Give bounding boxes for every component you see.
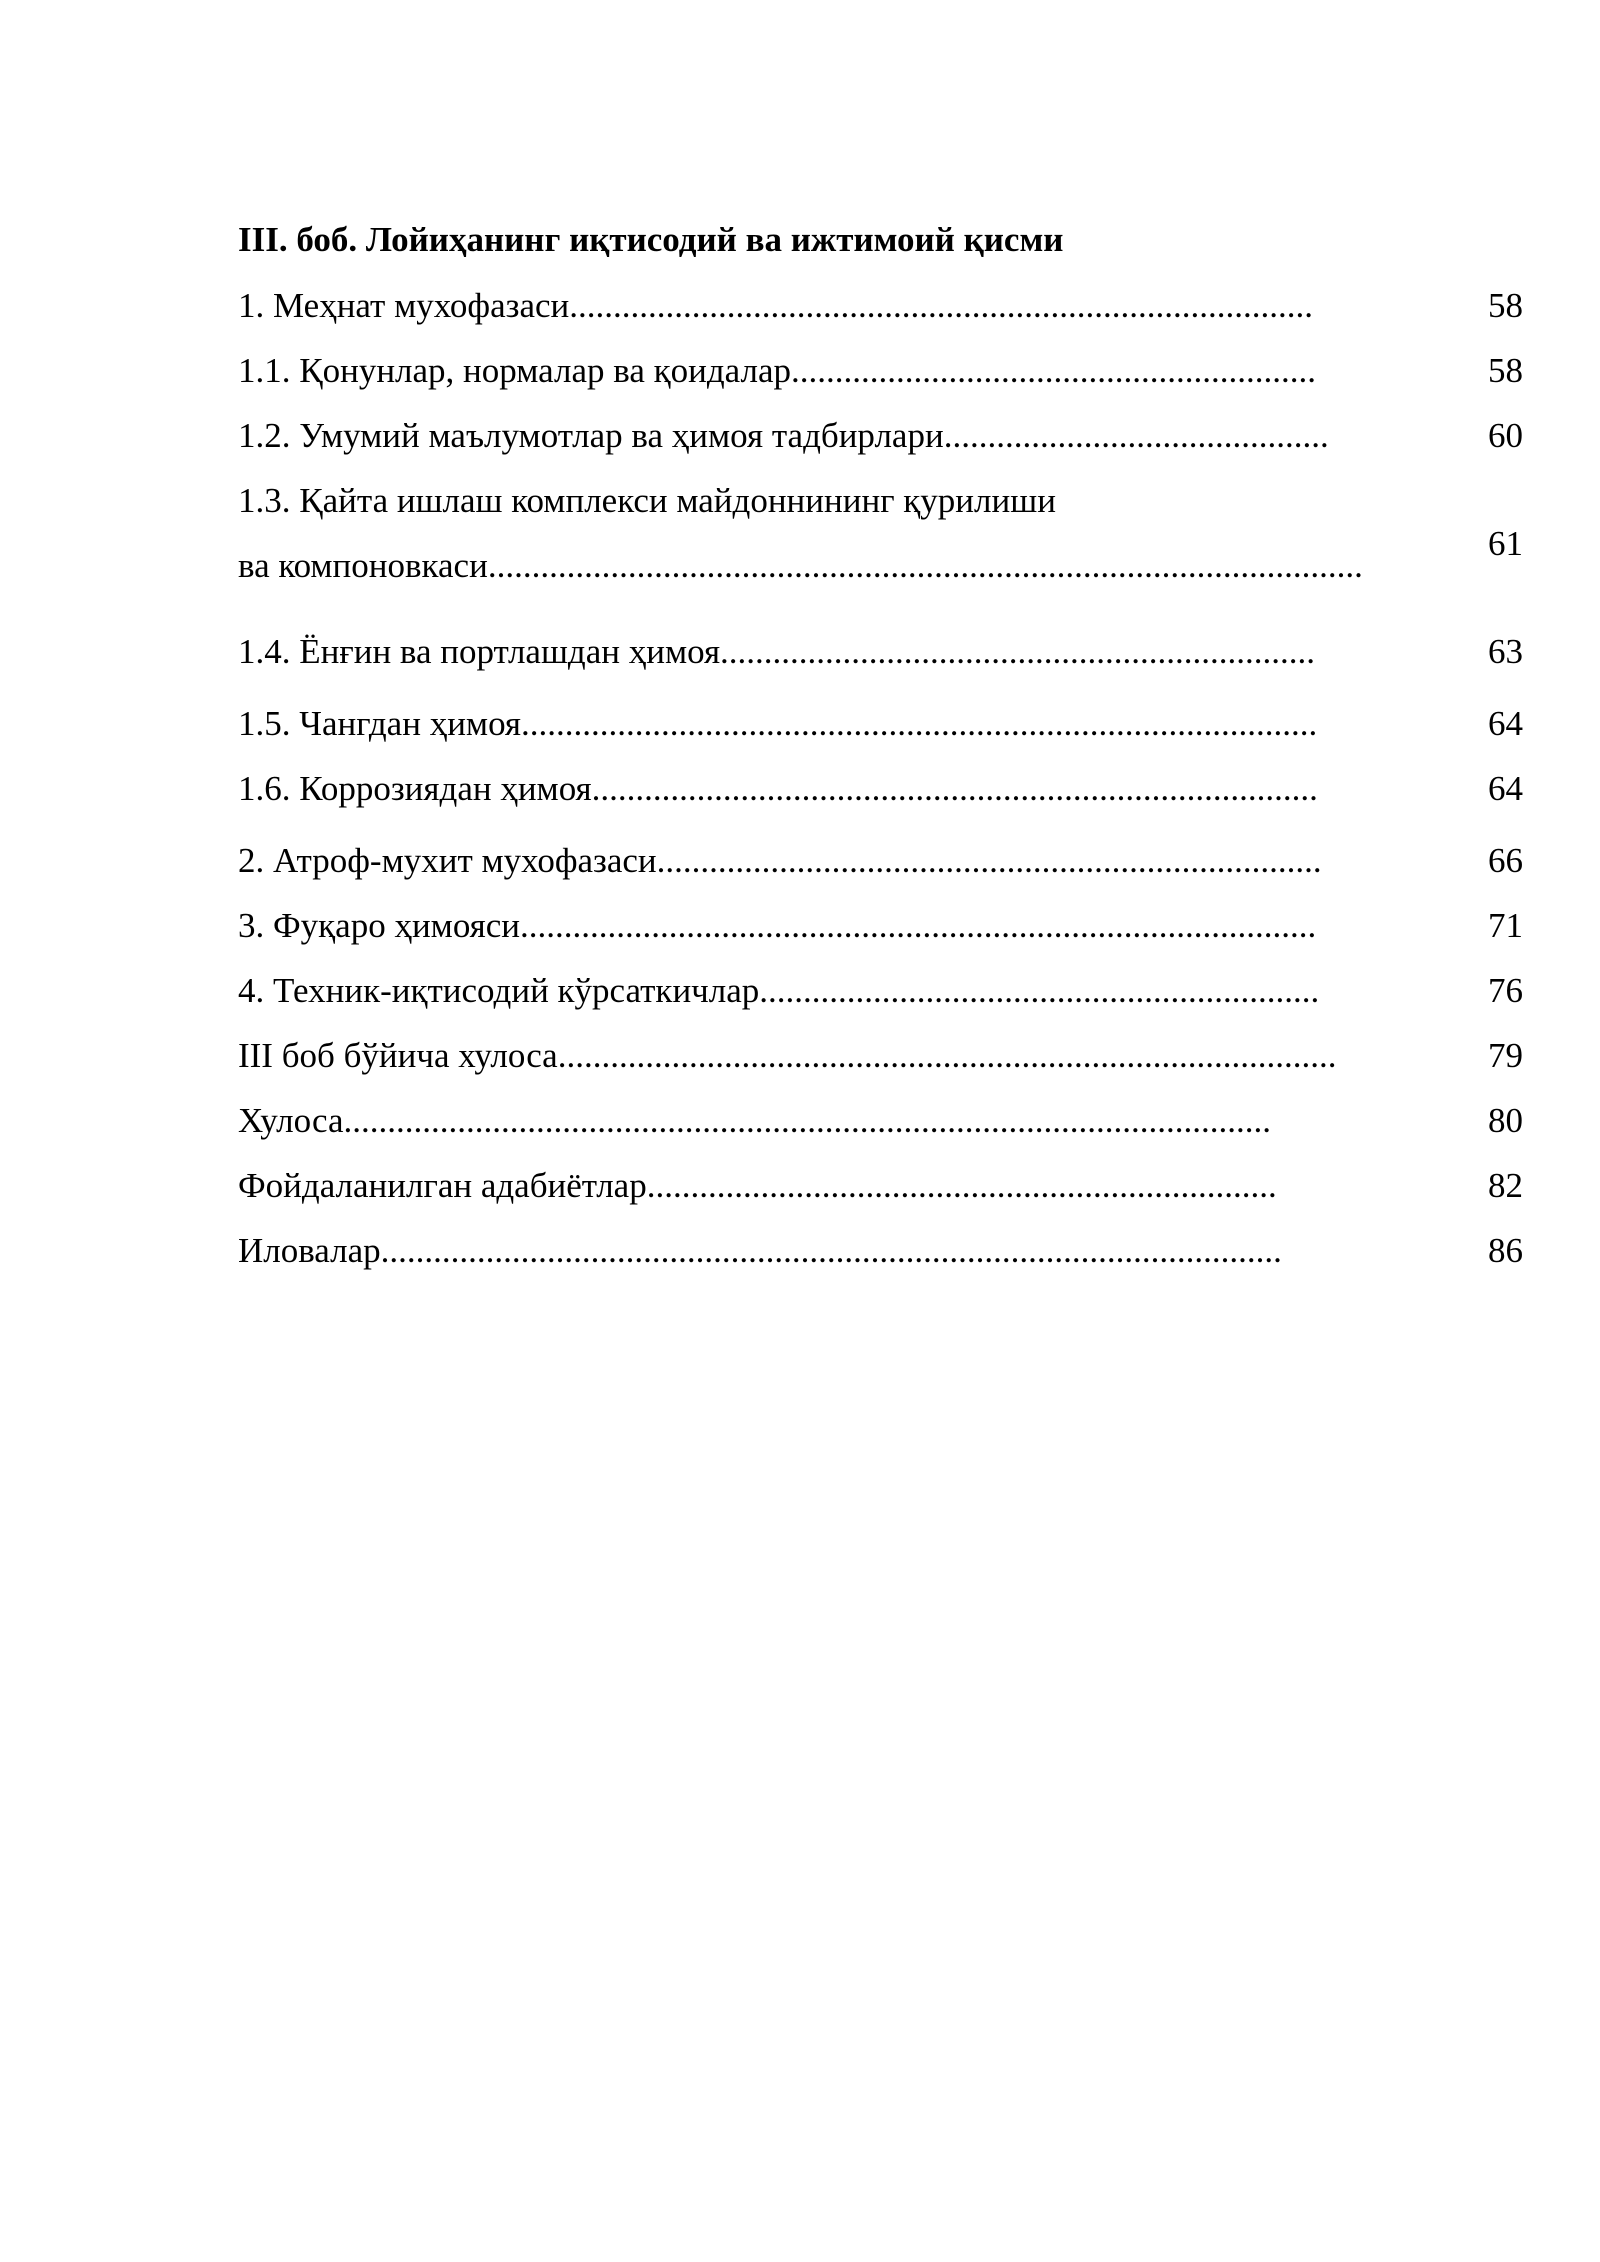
chapter-heading: III. боб. Лойиҳанинг иқтисодий ва ижтимоий қисми <box>238 220 1064 259</box>
toc-entry <box>238 969 1423 1013</box>
toc-entry-title: 1.4. Ёнғин ва портлашдан ҳимоя.................................................................... <box>238 632 1316 671</box>
toc-page-number: 66 <box>1488 841 1523 880</box>
toc-page-number: 60 <box>1488 416 1523 455</box>
toc-entry <box>238 284 1416 328</box>
toc-entry <box>238 1034 1436 1078</box>
toc-entry-title: 2. Атроф-мухит мухофазаси............................................................................ <box>238 841 1322 880</box>
toc-entry <box>238 702 1421 746</box>
toc-entry-title: 1.5. Чангдан ҳимоя........................................................................................... <box>238 704 1318 743</box>
toc-entry-title: 3. Фуқаро ҳимояси........................................................................................... <box>238 906 1317 945</box>
toc-page-number: 63 <box>1488 632 1523 671</box>
toc-page-number: 58 <box>1488 286 1523 325</box>
toc-entry <box>238 839 1425 883</box>
toc-entry-title: 4. Техник-иқтисодий кўрсаткичлар................................................................ <box>238 971 1320 1010</box>
toc-page-number: 76 <box>1488 971 1523 1010</box>
toc-page-number: 79 <box>1488 1036 1523 1075</box>
toc-entry-title: 1.3. Қайта ишлаш комплекси майдоннининг қурилиши <box>238 481 1056 520</box>
toc-page-number: 82 <box>1488 1166 1523 1205</box>
toc-entry-title: 1.6. Коррозиядан ҳимоя................................................................................... <box>238 769 1318 808</box>
toc-entry-title: 1. Меҳнат мухофазаси..................................................................................... <box>238 286 1314 325</box>
toc-entry-title-continued: ва компоновкаси.................................................................................................... <box>238 546 1363 585</box>
toc-entry <box>238 630 1420 674</box>
toc-entry-title: Фойдаланилган адабиётлар........................................................................ <box>238 1166 1277 1205</box>
toc-entry <box>238 349 1418 393</box>
toc-entry-title: III боб бўйича хулоса......................................................................................... <box>238 1036 1337 1075</box>
toc-entry-title: Хулоса.......................................................................................................... <box>238 1101 1271 1140</box>
toc-entry <box>238 1164 1376 1208</box>
toc-entry-title: 1.1. Қонунлар, нормалар ва қоидалар............................................................ <box>238 351 1316 390</box>
toc-entry <box>238 1229 1382 1273</box>
toc-page-number: 64 <box>1488 704 1523 743</box>
toc-page-number: 58 <box>1488 351 1523 390</box>
toc-page-number: 71 <box>1488 906 1523 945</box>
toc-page-number: 86 <box>1488 1231 1523 1270</box>
toc-page-number: 61 <box>1488 524 1523 563</box>
toc-entry <box>238 414 1428 458</box>
toc-entry-title: 1.2. Умумий маълумотлар ва ҳимоя тадбирлари............................................ <box>238 416 1329 455</box>
toc-entry <box>238 767 1421 811</box>
toc-entry <box>238 904 1426 948</box>
toc-page-number: 80 <box>1488 1101 1523 1140</box>
toc-page-number: 64 <box>1488 769 1523 808</box>
toc-entry <box>238 1099 1374 1143</box>
toc-entry <box>238 479 1438 588</box>
toc-entry-title: Иловалар....................................................................................................... <box>238 1231 1282 1270</box>
